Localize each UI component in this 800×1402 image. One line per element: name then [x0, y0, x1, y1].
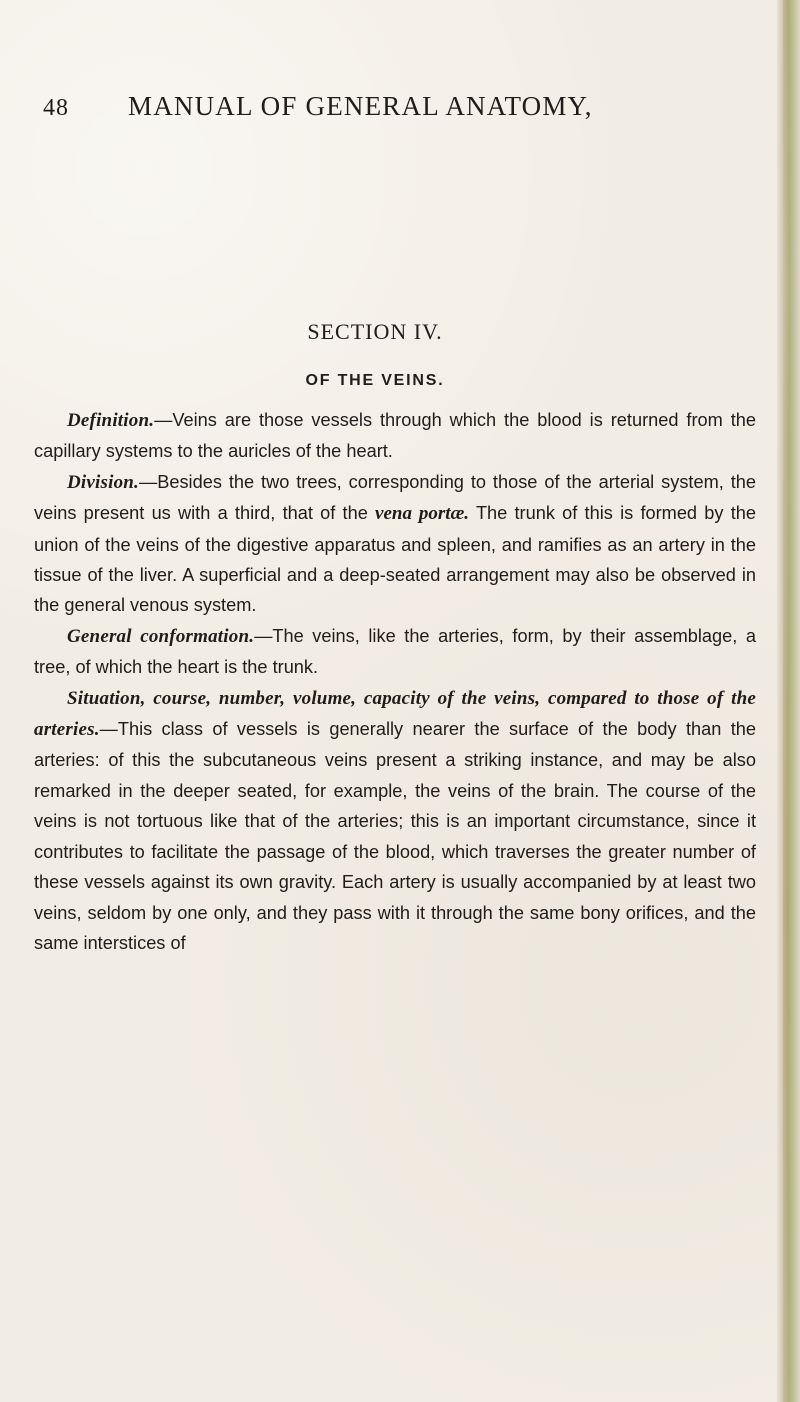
paragraph-definition	[34, 405, 756, 467]
paragraph-lead: Situation, course, number, volume, capacity of the veins, compared to those of the arteries.	[34, 687, 756, 741]
page-number: 48	[43, 95, 69, 121]
running-header	[43, 91, 733, 122]
paragraph-text: —Veins are those vessels through which the blood is returned from the capillary systems to the auricles of the heart.	[34, 410, 756, 462]
paragraph-text: —The veins, like the arteries, form, by their assemblage, a tree, of which the heart is the trunk.	[34, 625, 756, 678]
paragraph-text: —Besides the two trees, corresponding to those of the arterial system, the veins present us with a third, that of the	[34, 471, 756, 524]
paragraph-situation	[34, 683, 756, 959]
section-title: SECTION IV.	[307, 319, 443, 344]
paragraph-lead: General conformation.	[67, 625, 255, 647]
body-text	[34, 405, 756, 958]
running-title: MANUAL OF GENERAL ANATOMY,	[128, 91, 593, 121]
paragraph-division	[34, 467, 756, 621]
paragraph-lead: Division.	[67, 471, 140, 493]
italic-term: vena portæ.	[375, 503, 470, 525]
paragraph-text: —This class of vessels is generally nearer the surface of the body than the arteries: of this the subcutaneous veins present a striking instance, and may be also remarked in the deeper seated, for example, the veins of the brain. The course of the veins is not tortuous like that of the arteries; this is an important circumstance, since it contributes to facilitate the passage of the blood, which traverses the greater number of these vessels against its own gravity. Each artery is usually accompanied by at least two veins, seldom by one only, and they pass with it through the same bony orifices, and the same interstices of	[34, 719, 756, 953]
paragraph-lead: Definition.	[67, 410, 155, 431]
section-subtitle: OF THE VEINS.	[305, 372, 445, 389]
paragraph-general-conformation	[34, 621, 756, 683]
page-edge-shadow	[777, 0, 800, 1402]
paragraph-text: The trunk of this is formed by the union of the veins of the digestive apparatus and spleen, and ramifies as an artery in the tissue of the liver. A superficial and a deep-seated arrangement may also be observed in the general venous system.	[34, 503, 756, 616]
